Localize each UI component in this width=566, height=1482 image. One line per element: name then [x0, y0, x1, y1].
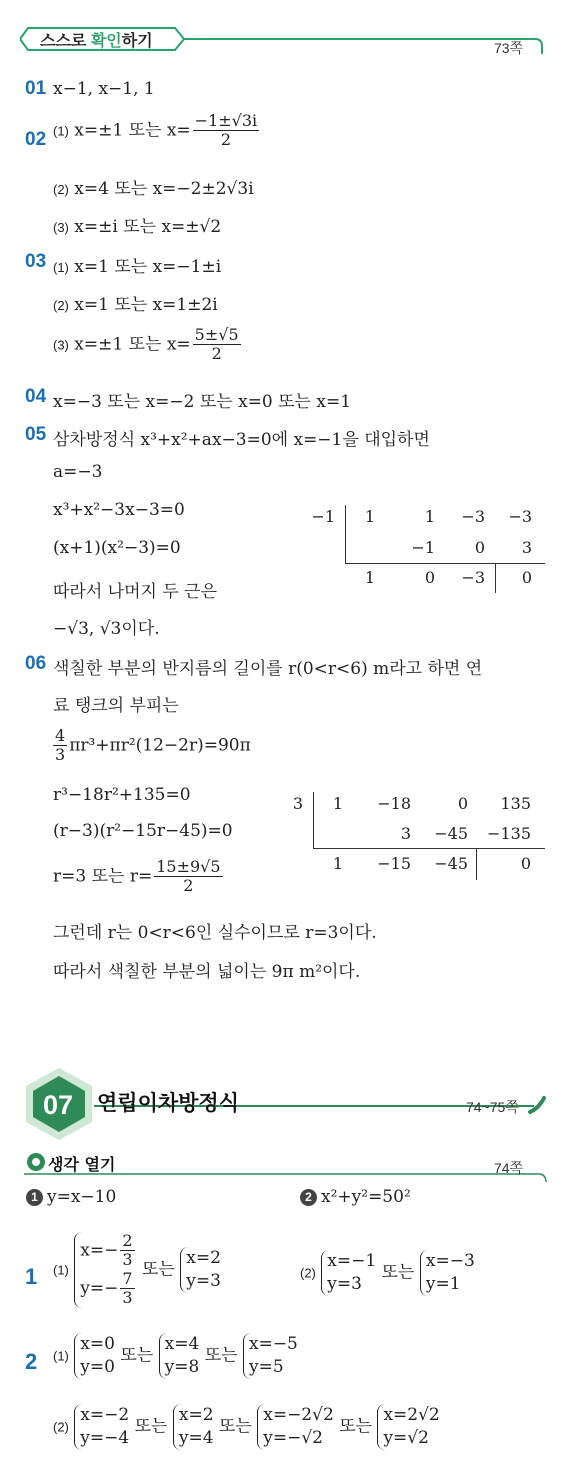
answer-06-line-8: 따라서 색칠한 부분의 넓이는 9π m²이다.: [53, 962, 361, 982]
answer-05-line-3: x³+x²−3x−3=0: [53, 500, 185, 520]
synth-cell: 0: [474, 538, 485, 557]
answer-number-06: 06: [25, 653, 47, 674]
synthetic-division-06: [288, 792, 545, 882]
answer-06-line-4: r³−18r²+135=0: [53, 785, 191, 805]
answer-05-line-5: 따라서 나머지 두 근은: [53, 582, 218, 602]
synth-cell: −3: [461, 507, 485, 526]
circled-number-1-icon: 1: [26, 1189, 43, 1206]
synth-05-root: −1: [311, 507, 335, 526]
problem-1-part-2: (2) x=−1 y=3 또는 x=−3 y=1: [300, 1251, 475, 1294]
problem-number-1: 1: [25, 1264, 38, 1289]
answer-04: x=−3 또는 x=−2 또는 x=0 또는 x=1: [53, 392, 352, 412]
answer-02-3: (3) x=±i 또는 x=±√2: [53, 217, 222, 237]
answer-06-line-1: 색칠한 부분의 반지름의 길이를 r(0<r<6) m라고 하면 연: [53, 659, 483, 679]
synth-cell: 1: [332, 854, 343, 873]
page-number: 73쪽: [494, 40, 524, 56]
synth-cell: 1: [424, 507, 435, 526]
answer-05-line-2: a=−3: [53, 462, 103, 482]
answer-05-line-1: 삼차방정식 x³+x²+ax−3=0에 x=−1을 대입하면: [53, 430, 430, 450]
think-title: 생각 열기: [48, 1155, 116, 1174]
synth-cell: 135: [500, 794, 531, 813]
synth-cell: 1: [332, 794, 343, 813]
synth-05-hrule: [345, 563, 545, 564]
synth-05-vrule: [345, 505, 346, 563]
section-pages: 74~75쪽: [466, 1099, 519, 1115]
answer-number-05: 05: [25, 424, 47, 445]
answer-02-1: (1) x=±1 또는 x= $\frac{-1\pm√3i}{2}$: [53, 111, 258, 150]
answer-number-03: 03: [25, 251, 47, 272]
synth-06-remainder-rule: [476, 848, 477, 880]
synth-cell: 1: [364, 568, 375, 587]
synth-06-root: 3: [292, 794, 303, 813]
synth-06-hrule: [313, 848, 545, 849]
synth-cell: −1: [411, 538, 435, 557]
answer-06-line-3: $\frac{4}{3}$ πr³+πr²(12−2r)=90π: [55, 726, 251, 765]
synth-cell: −18: [377, 794, 411, 813]
problem-1-part-1: (1) x=− $\frac{2}{3}$ y=− $\frac{7}{3}$ 또는 x=2 y=3: [53, 1231, 221, 1308]
section-title: 연립이차방정식: [97, 1091, 240, 1115]
synth-cell: −3: [508, 507, 532, 526]
answer-02-2: (2) x=4 또는 x=−2±2√3i: [53, 179, 254, 199]
synth-cell: 3: [400, 824, 411, 843]
think-item-2: 2 x²+y²=50²: [300, 1187, 411, 1207]
synthetic-division-05: [300, 505, 545, 595]
answer-06-line-5: (r−3)(r²−15r−45)=0: [53, 821, 233, 841]
synth-cell: −15: [377, 854, 411, 873]
answer-05-line-4: (x+1)(x²−3)=0: [53, 538, 181, 558]
synth-cell: −45: [434, 854, 468, 873]
circled-number-2-icon: 2: [300, 1189, 317, 1206]
synth-cell: 0: [521, 568, 532, 587]
synth-cell: −3: [461, 568, 485, 587]
synth-cell: 0: [520, 854, 531, 873]
synth-05-remainder-rule: [495, 563, 496, 593]
header-tag: 스스로 확인하기: [40, 33, 153, 50]
answer-01: x−1, x−1, 1: [53, 79, 155, 99]
problem-2-part-2: (2) x=−2 y=−4 또는 x=2 y=4 또는 x=−2√2 y=−√2 또는 x=2√2 y=√2: [53, 1405, 440, 1448]
synth-cell: 1: [364, 507, 375, 526]
answer-03-2: (2) x=1 또는 x=1±2i: [53, 295, 218, 315]
answer-06-line-7: 그런데 r는 0<r<6인 실수이므로 r=3이다.: [53, 923, 377, 943]
synth-cell: −135: [487, 824, 531, 843]
answer-06-line-6: r=3 또는 r= $\frac{15\pm 9√5}{2}$: [53, 857, 221, 896]
synth-cell: 3: [521, 538, 532, 557]
think-page: 74쪽: [494, 1160, 524, 1176]
synth-cell: 0: [424, 568, 435, 587]
answer-03-1: (1) x=1 또는 x=−1±i: [53, 257, 222, 277]
answer-03-3: (3) x=±1 또는 x= $\frac{5\pm√5}{2}$: [53, 325, 239, 364]
answer-number-01: 01: [25, 78, 47, 99]
answer-number-04: 04: [25, 386, 47, 407]
section-badge: 07: [42, 1090, 74, 1120]
problem-number-2: 2: [25, 1349, 38, 1374]
answer-06-line-2: 료 탱크의 부피는: [53, 696, 179, 716]
answer-number-02: 02: [25, 129, 47, 150]
think-item-1: 1 y=x−10: [26, 1187, 116, 1207]
synth-06-vrule: [313, 792, 314, 848]
synth-cell: −45: [434, 824, 468, 843]
synth-cell: 0: [457, 794, 468, 813]
problem-2-part-1: (1) x=0 y=0 또는 x=4 y=8 또는 x=−5 y=5: [53, 1334, 298, 1377]
answer-05-line-6: −√3, √3이다.: [53, 619, 160, 639]
